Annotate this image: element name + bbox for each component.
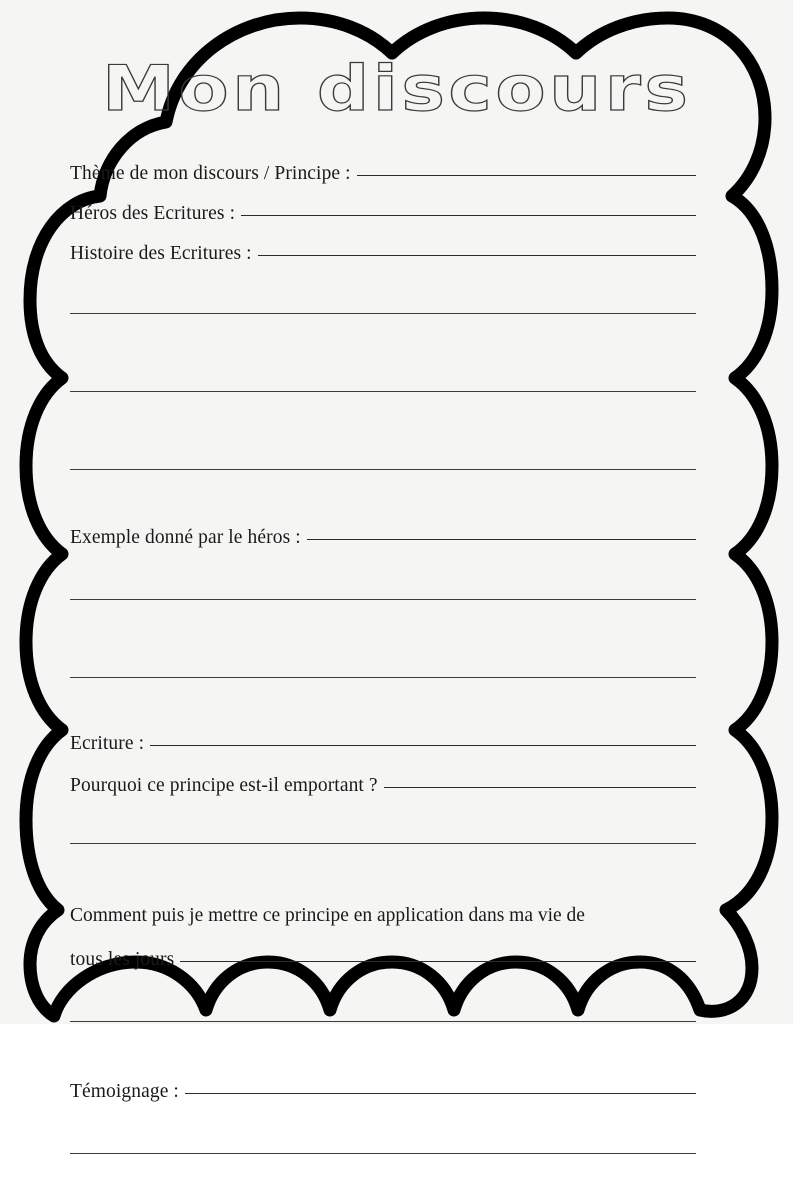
field-row-temoignage	[70, 1081, 696, 1123]
field-label-application-line1: Comment puis je mettre ce principe en application dans ma vie de	[70, 905, 585, 926]
field-label-ecriture: Ecriture :	[70, 733, 145, 754]
field-label-heros: Héros des Ecritures :	[70, 203, 236, 224]
answer-line-theme[interactable]	[357, 175, 696, 176]
blank-row	[70, 469, 696, 517]
blank-row	[70, 1021, 696, 1069]
answer-line-histoire-4[interactable]	[70, 469, 696, 470]
answer-line-exemple-3[interactable]	[70, 677, 696, 678]
answer-line-histoire-3[interactable]	[70, 391, 696, 392]
blank-row	[70, 599, 696, 647]
page-title-container	[0, 52, 793, 125]
blank-row	[70, 843, 696, 891]
answer-line-exemple-2[interactable]	[70, 599, 696, 600]
field-label-histoire: Histoire des Ecritures :	[70, 243, 252, 264]
field-label-pourquoi: Pourquoi ce principe est-il emportant ?	[70, 775, 378, 796]
blank-row	[70, 1153, 696, 1201]
field-row-application-line1	[70, 905, 696, 947]
field-row-heros	[70, 203, 696, 243]
answer-line-application[interactable]	[180, 961, 696, 962]
field-label-application-line2: tous les jours	[70, 949, 175, 970]
field-row-histoire	[70, 243, 696, 283]
blank-row	[70, 391, 696, 439]
answer-line-ecriture[interactable]	[150, 745, 696, 746]
answer-line-pourquoi-2[interactable]	[70, 843, 696, 844]
field-label-temoignage: Témoignage :	[70, 1081, 179, 1102]
blank-row	[70, 677, 696, 725]
worksheet-form	[70, 163, 696, 1201]
answer-line-application-2[interactable]	[70, 1021, 696, 1022]
field-label-theme: Thème de mon discours / Principe :	[70, 163, 351, 184]
field-row-pourquoi	[70, 775, 696, 815]
answer-line-temoignage-2[interactable]	[70, 1153, 696, 1154]
answer-line-heros[interactable]	[241, 215, 696, 216]
answer-line-exemple[interactable]	[307, 539, 696, 540]
field-row-application-line2	[70, 949, 696, 989]
answer-line-temoignage[interactable]	[185, 1093, 696, 1094]
page-title: Mon discours	[101, 52, 692, 125]
field-row-exemple	[70, 527, 696, 569]
blank-row	[70, 313, 696, 361]
answer-line-histoire[interactable]	[258, 255, 696, 256]
field-row-theme	[70, 163, 696, 203]
answer-line-histoire-2[interactable]	[70, 313, 696, 314]
answer-line-pourquoi[interactable]	[384, 787, 696, 788]
field-label-exemple: Exemple donné par le héros :	[70, 527, 301, 548]
field-row-ecriture	[70, 733, 696, 775]
